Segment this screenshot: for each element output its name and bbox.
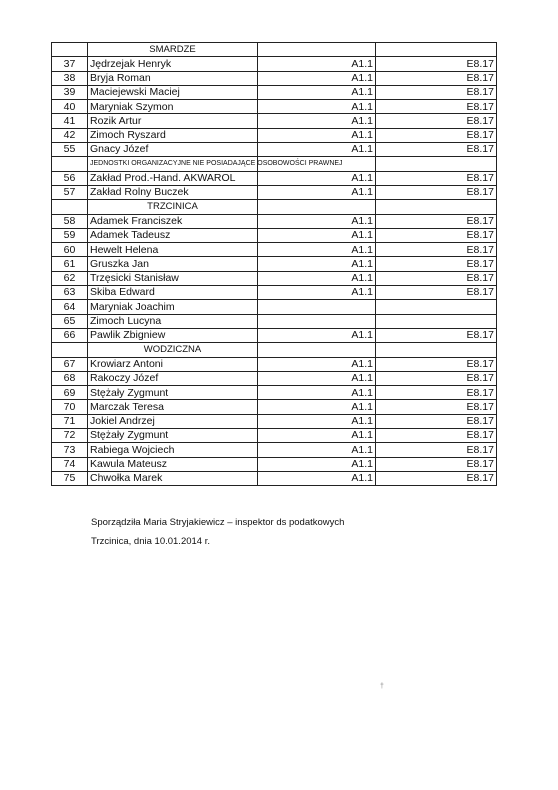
taxpayer-name: Krowiarz Antoni	[88, 357, 258, 371]
taxpayer-name: Chwołka Marek	[88, 471, 258, 485]
code-a: A1.1	[258, 85, 376, 99]
taxpayer-name: Adamek Tadeusz	[88, 228, 258, 242]
row-number: 55	[52, 143, 88, 157]
table-row	[52, 57, 497, 71]
code-a: A1.1	[258, 214, 376, 228]
table-row	[52, 128, 497, 142]
section-title: JEDNOSTKI ORGANIZACYJNE NIE POSIADAJĄCE OSOBOWOŚCI PRAWNEJ	[88, 157, 258, 171]
code-a: A1.1	[258, 429, 376, 443]
taxpayer-name: Hewelt Helena	[88, 243, 258, 257]
code-a: A1.1	[258, 414, 376, 428]
section-code-e-cell	[376, 343, 497, 357]
code-a: A1.1	[258, 457, 376, 471]
code-a: A1.1	[258, 228, 376, 242]
row-number: 59	[52, 228, 88, 242]
table-row	[52, 228, 497, 242]
section-number-cell	[52, 43, 88, 57]
table-row	[52, 271, 497, 285]
code-e: E8.17	[376, 128, 497, 142]
scan-mark: †	[380, 683, 384, 690]
row-number: 66	[52, 328, 88, 342]
code-a	[258, 300, 376, 314]
code-e: E8.17	[376, 185, 497, 199]
table-row	[52, 300, 497, 314]
table-row	[52, 314, 497, 328]
table-row	[52, 85, 497, 99]
row-number: 71	[52, 414, 88, 428]
code-a: A1.1	[258, 143, 376, 157]
table-row	[52, 286, 497, 300]
taxpayer-name: Maciejewski Maciej	[88, 85, 258, 99]
taxpayer-name: Gruszka Jan	[88, 257, 258, 271]
taxpayer-name: Jokiel Andrzej	[88, 414, 258, 428]
taxpayer-name: Pawlik Zbigniew	[88, 328, 258, 342]
code-a: A1.1	[258, 128, 376, 142]
section-code-e-cell	[376, 43, 497, 57]
taxpayer-name: Zakład Rolny Buczek	[88, 185, 258, 199]
row-number: 58	[52, 214, 88, 228]
code-a: A1.1	[258, 114, 376, 128]
taxpayer-name: Adamek Franciszek	[88, 214, 258, 228]
table-row	[52, 171, 497, 185]
taxpayer-name: Rakoczy Józef	[88, 371, 258, 385]
register-table-body	[52, 43, 497, 486]
table-row	[52, 386, 497, 400]
code-a	[258, 314, 376, 328]
row-number: 72	[52, 429, 88, 443]
taxpayer-name: Zakład Prod.-Hand. AKWAROL	[88, 171, 258, 185]
table-row	[52, 414, 497, 428]
section-code-a-cell	[258, 200, 376, 214]
code-a: A1.1	[258, 286, 376, 300]
section-code-a-cell	[258, 343, 376, 357]
table-row	[52, 143, 497, 157]
code-e: E8.17	[376, 457, 497, 471]
taxpayer-name: Gnacy Józef	[88, 143, 258, 157]
code-e: E8.17	[376, 371, 497, 385]
code-e	[376, 300, 497, 314]
section-title: WODZICZNA	[88, 343, 258, 357]
table-row	[52, 100, 497, 114]
row-number: 75	[52, 471, 88, 485]
code-a: A1.1	[258, 171, 376, 185]
code-e: E8.17	[376, 328, 497, 342]
code-a: A1.1	[258, 243, 376, 257]
code-e: E8.17	[376, 214, 497, 228]
taxpayer-register-table	[51, 42, 497, 486]
table-row	[52, 457, 497, 471]
code-e: E8.17	[376, 171, 497, 185]
code-e: E8.17	[376, 471, 497, 485]
code-a: A1.1	[258, 443, 376, 457]
code-e: E8.17	[376, 357, 497, 371]
section-title: SMARDZE	[88, 43, 258, 57]
taxpayer-name: Maryniak Joachim	[88, 300, 258, 314]
code-e: E8.17	[376, 443, 497, 457]
row-number: 63	[52, 286, 88, 300]
section-header-row	[52, 343, 497, 357]
code-a: A1.1	[258, 400, 376, 414]
taxpayer-name: Maryniak Szymon	[88, 100, 258, 114]
table-row	[52, 429, 497, 443]
table-row	[52, 471, 497, 485]
taxpayer-name: Zimoch Lucyna	[88, 314, 258, 328]
row-number: 74	[52, 457, 88, 471]
row-number: 42	[52, 128, 88, 142]
code-e: E8.17	[376, 85, 497, 99]
section-code-e-cell	[376, 157, 497, 171]
row-number: 56	[52, 171, 88, 185]
table-row	[52, 243, 497, 257]
section-title: TRZCINICA	[88, 200, 258, 214]
row-number: 70	[52, 400, 88, 414]
table-row	[52, 257, 497, 271]
row-number: 40	[52, 100, 88, 114]
code-e: E8.17	[376, 429, 497, 443]
section-number-cell	[52, 157, 88, 171]
taxpayer-name: Stężały Zygmunt	[88, 429, 258, 443]
code-a: A1.1	[258, 57, 376, 71]
section-number-cell	[52, 343, 88, 357]
table-row	[52, 400, 497, 414]
code-e: E8.17	[376, 414, 497, 428]
place-date-line: Trzcinica, dnia 10.01.2014 r.	[91, 536, 210, 547]
code-e: E8.17	[376, 143, 497, 157]
code-e: E8.17	[376, 114, 497, 128]
taxpayer-name: Rozik Artur	[88, 114, 258, 128]
code-e: E8.17	[376, 386, 497, 400]
section-code-e-cell	[376, 200, 497, 214]
row-number: 57	[52, 185, 88, 199]
row-number: 73	[52, 443, 88, 457]
taxpayer-name: Zimoch Ryszard	[88, 128, 258, 142]
code-e: E8.17	[376, 400, 497, 414]
table-row	[52, 185, 497, 199]
row-number: 41	[52, 114, 88, 128]
row-number: 37	[52, 57, 88, 71]
table-row	[52, 371, 497, 385]
row-number: 64	[52, 300, 88, 314]
code-e: E8.17	[376, 228, 497, 242]
code-a: A1.1	[258, 271, 376, 285]
code-a: A1.1	[258, 100, 376, 114]
code-a: A1.1	[258, 386, 376, 400]
row-number: 69	[52, 386, 88, 400]
row-number: 62	[52, 271, 88, 285]
row-number: 38	[52, 71, 88, 85]
row-number: 65	[52, 314, 88, 328]
table-row	[52, 214, 497, 228]
table-row	[52, 443, 497, 457]
taxpayer-name: Skiba Edward	[88, 286, 258, 300]
code-e: E8.17	[376, 243, 497, 257]
taxpayer-name: Kawula Mateusz	[88, 457, 258, 471]
code-a: A1.1	[258, 357, 376, 371]
taxpayer-name: Stężały Zygmunt	[88, 386, 258, 400]
row-number: 61	[52, 257, 88, 271]
row-number: 67	[52, 357, 88, 371]
row-number: 60	[52, 243, 88, 257]
code-a: A1.1	[258, 185, 376, 199]
code-e: E8.17	[376, 57, 497, 71]
code-e: E8.17	[376, 71, 497, 85]
table-row	[52, 71, 497, 85]
taxpayer-name: Rabiega Wojciech	[88, 443, 258, 457]
code-a: A1.1	[258, 71, 376, 85]
table-row	[52, 328, 497, 342]
code-a: A1.1	[258, 257, 376, 271]
section-number-cell	[52, 200, 88, 214]
code-e	[376, 314, 497, 328]
taxpayer-name: Marczak Teresa	[88, 400, 258, 414]
code-e: E8.17	[376, 286, 497, 300]
row-number: 68	[52, 371, 88, 385]
row-number: 39	[52, 85, 88, 99]
code-a: A1.1	[258, 371, 376, 385]
section-header-row	[52, 43, 497, 57]
section-header-row	[52, 200, 497, 214]
code-e: E8.17	[376, 100, 497, 114]
code-e: E8.17	[376, 271, 497, 285]
taxpayer-name: Jędrzejak Henryk	[88, 57, 258, 71]
code-e: E8.17	[376, 257, 497, 271]
code-a: A1.1	[258, 328, 376, 342]
document-footer	[91, 513, 344, 551]
taxpayer-name: Bryja Roman	[88, 71, 258, 85]
prepared-by-line: Sporządziła Maria Stryjakiewicz – inspektor ds podatkowych	[91, 517, 345, 528]
table-row	[52, 357, 497, 371]
taxpayer-name: Trzęsicki Stanisław	[88, 271, 258, 285]
table-row	[52, 114, 497, 128]
section-header-row	[52, 157, 497, 171]
code-a: A1.1	[258, 471, 376, 485]
section-code-a-cell	[258, 43, 376, 57]
